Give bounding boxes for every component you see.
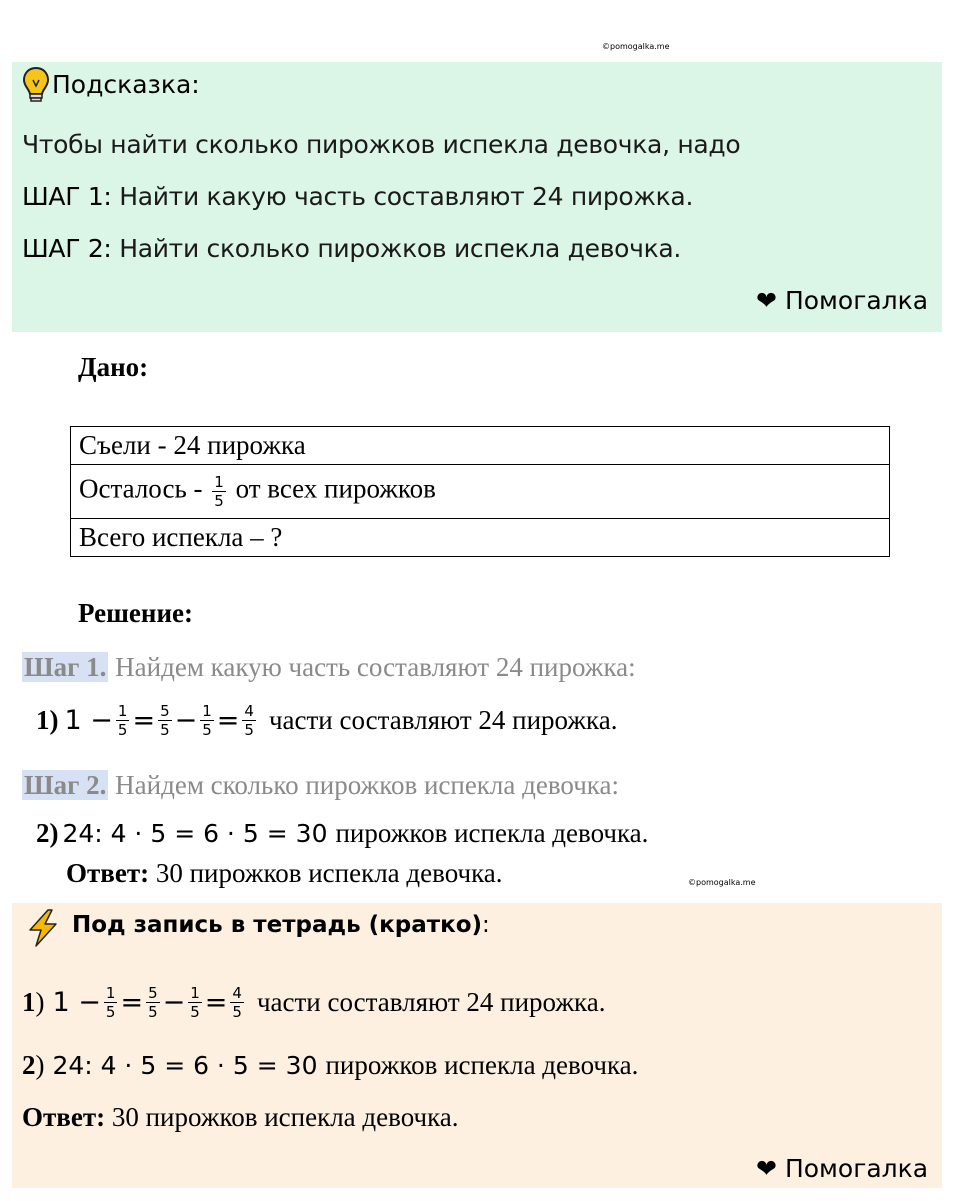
fraction-denominator: 5 xyxy=(232,1003,242,1021)
equals-sign: = xyxy=(216,705,240,736)
line-2-math: 24: 4 ⋅ 5 = 6 ⋅ 5 = 30 xyxy=(62,819,328,848)
fraction xyxy=(200,702,214,739)
watermark-top: ©pomogalka.me xyxy=(602,42,670,51)
fraction-numerator: 1 xyxy=(214,473,224,491)
notebook-title-colon: : xyxy=(482,912,490,938)
equals-sign: = xyxy=(120,987,144,1018)
hint-step-1-label: ШАГ 1: xyxy=(22,182,112,211)
notebook-line-2-text: пирожков испекла девочка. xyxy=(325,1050,639,1080)
notebook-answer xyxy=(22,1102,459,1133)
solution-line-1 xyxy=(36,702,617,739)
hint-step-2-text: Найти сколько пирожков испекла девочка. xyxy=(111,234,682,263)
fraction xyxy=(242,702,256,739)
line-1-math-start: 1 − xyxy=(64,705,113,736)
notebook-answer-label: Ответ: xyxy=(22,1102,106,1132)
fraction-numerator: 1 xyxy=(105,984,116,1002)
notebook-line-1-math-start: 1 − xyxy=(52,987,101,1018)
lightbulb-icon xyxy=(22,66,50,104)
fraction-denominator: 5 xyxy=(244,721,254,739)
notebook-line-1-number: 1 xyxy=(22,987,36,1017)
line-2-number: 2) xyxy=(36,818,59,848)
solution-heading: Решение: xyxy=(78,598,193,628)
given-heading: Дано: xyxy=(78,352,149,382)
minus-sign: − xyxy=(174,705,198,736)
step-2-text: Найдем сколько пирожков испекла девочка: xyxy=(108,770,619,800)
hint-step-1-text: Найти какую часть составляют 24 пирожка. xyxy=(111,182,694,211)
fraction-denominator: 5 xyxy=(160,721,170,739)
notebook-title-text: Под запись в тетрадь (кратко) xyxy=(72,912,483,938)
fraction xyxy=(212,473,226,510)
fraction xyxy=(188,984,202,1021)
hint-step-1 xyxy=(22,182,693,211)
solution-answer xyxy=(66,858,503,889)
fraction xyxy=(158,702,172,739)
lightning-icon xyxy=(24,908,62,948)
fraction-numerator: 1 xyxy=(190,984,200,1002)
notebook-brand xyxy=(756,1154,928,1183)
step-1-tag: Шаг 1. xyxy=(24,652,107,682)
equals-sign: = xyxy=(204,987,228,1018)
notebook-brand-label: Помогалка xyxy=(784,1154,929,1183)
notebook-line-1 xyxy=(22,984,605,1021)
notebook-line-2-paren: ) xyxy=(35,1050,45,1080)
hint-step-2 xyxy=(22,234,681,263)
fraction-denominator: 5 xyxy=(117,721,128,739)
fraction xyxy=(116,702,130,739)
equals-sign: = xyxy=(132,705,156,736)
fraction xyxy=(104,984,118,1021)
solution-step-2 xyxy=(22,770,619,801)
notebook-box xyxy=(12,903,942,1188)
minus-sign: − xyxy=(162,987,186,1018)
given-row-total: Всего испекла – ? xyxy=(71,519,890,557)
line-1-text: части составляют 24 пирожка. xyxy=(268,705,618,735)
given-row-left-prefix: Осталось - xyxy=(79,473,203,504)
fraction-numerator: 5 xyxy=(160,702,170,720)
watermark-middle: ©pomogalka.me xyxy=(688,878,756,887)
line-1-number: 1) xyxy=(36,705,59,735)
notebook-line-2-math: 24: 4 ⋅ 5 = 6 ⋅ 5 = 30 xyxy=(52,1051,318,1080)
hint-brand-label: Помогалка xyxy=(784,286,929,315)
solution-line-2 xyxy=(36,818,648,849)
fraction-numerator: 4 xyxy=(232,984,242,1002)
notebook-line-1-paren: ) xyxy=(35,987,45,1017)
answer-text: 30 пирожков испекла девочка. xyxy=(149,858,503,888)
fraction-numerator: 4 xyxy=(244,702,254,720)
heart-icon: ❤ xyxy=(756,1154,777,1183)
given-row-left-suffix: от всех пирожков xyxy=(235,473,436,504)
hint-step-2-label: ШАГ 2: xyxy=(22,234,112,263)
fraction xyxy=(146,984,160,1021)
given-row-eaten: Съели - 24 пирожка xyxy=(71,427,890,465)
solution-step-1 xyxy=(22,652,636,683)
notebook-answer-text: 30 пирожков испекла девочка. xyxy=(105,1102,459,1132)
hint-title: Подсказка: xyxy=(52,70,200,99)
given-table xyxy=(70,426,890,557)
answer-label: Ответ: xyxy=(66,858,150,888)
fraction xyxy=(230,984,244,1021)
notebook-line-1-text: части составляют 24 пирожка. xyxy=(256,987,606,1017)
fraction-numerator: 1 xyxy=(117,702,128,720)
fraction-denominator: 5 xyxy=(202,721,212,739)
notebook-line-2 xyxy=(22,1050,638,1081)
heart-icon: ❤ xyxy=(756,286,777,315)
fraction-numerator: 1 xyxy=(202,702,212,720)
notebook-title xyxy=(72,912,490,938)
step-2-tag: Шаг 2. xyxy=(24,770,107,800)
hint-brand xyxy=(756,286,928,315)
step-1-text: Найдем какую часть составляют 24 пирожка: xyxy=(108,652,636,682)
notebook-line-2-number: 2 xyxy=(22,1050,36,1080)
fraction-numerator: 5 xyxy=(148,984,158,1002)
given-row-left xyxy=(71,465,890,519)
fraction-denominator: 5 xyxy=(214,492,224,510)
fraction-denominator: 5 xyxy=(190,1003,200,1021)
fraction-denominator: 5 xyxy=(148,1003,158,1021)
hint-intro: Чтобы найти сколько пирожков испекла девочка, надо xyxy=(22,130,741,159)
fraction-denominator: 5 xyxy=(105,1003,116,1021)
line-2-text: пирожков испекла девочка. xyxy=(335,818,649,848)
